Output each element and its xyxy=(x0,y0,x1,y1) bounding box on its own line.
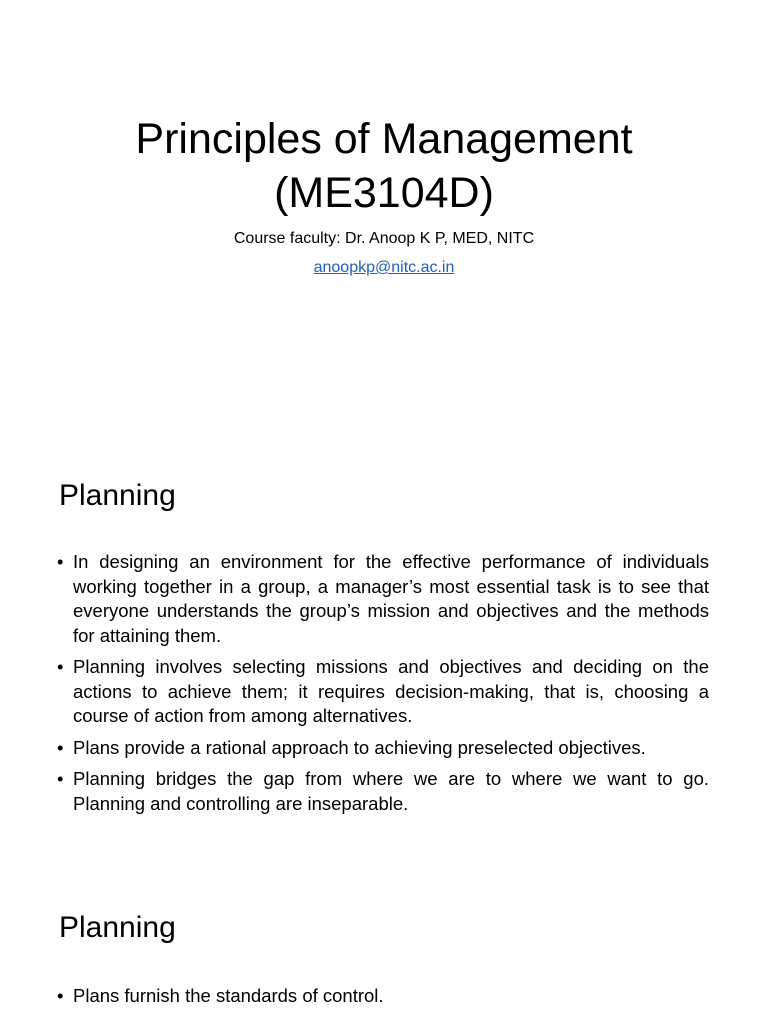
bullet-text: Planning involves selecting missions and objectives and deciding on the actions to achieve them; it requires decision-making, that is, choosing a course of action from among alternatives. xyxy=(73,656,709,726)
bullet-text: Planning bridges the gap from where we are to where we want to go. Planning and controlling are inseparable. xyxy=(73,768,709,814)
bullet-item xyxy=(57,550,709,648)
slide-heading: Planning xyxy=(59,479,176,512)
slide-heading: Planning xyxy=(59,911,176,944)
bullet-text: In designing an environment for the effective performance of individuals working together in a group, a manager’s most essential task is to see that everyone understands the group’s mission and objectives and the methods for attaining them. xyxy=(73,551,709,646)
slide-title-line-1: Principles of Management xyxy=(135,115,633,163)
bullet-icon: • xyxy=(57,985,64,1006)
slide-title-line-2: (ME3104D) xyxy=(274,169,494,217)
email-link[interactable]: anoopkp@nitc.ac.in xyxy=(313,259,455,276)
bullet-list xyxy=(57,550,709,823)
bullet-icon: • xyxy=(57,736,64,758)
bullet-item xyxy=(57,736,709,761)
bullet-text: Plans provide a rational approach to achieving preselected objectives. xyxy=(73,736,646,758)
bullet-item xyxy=(57,984,709,1009)
bullet-item xyxy=(57,655,709,729)
slide-title xyxy=(0,112,768,220)
bullet-text: Plans furnish the standards of control. xyxy=(73,985,384,1006)
bullet-icon: • xyxy=(57,551,64,572)
bullet-icon: • xyxy=(57,768,64,789)
bullet-item xyxy=(57,767,709,816)
bullet-list xyxy=(57,984,709,1016)
course-faculty-text: Course faculty: Dr. Anoop K P, MED, NITC xyxy=(233,230,535,247)
planning-slide-2 xyxy=(0,864,768,1024)
title-slide xyxy=(0,0,768,432)
planning-slide-1 xyxy=(0,432,768,864)
bullet-icon: • xyxy=(57,656,64,677)
email-container xyxy=(0,258,768,278)
